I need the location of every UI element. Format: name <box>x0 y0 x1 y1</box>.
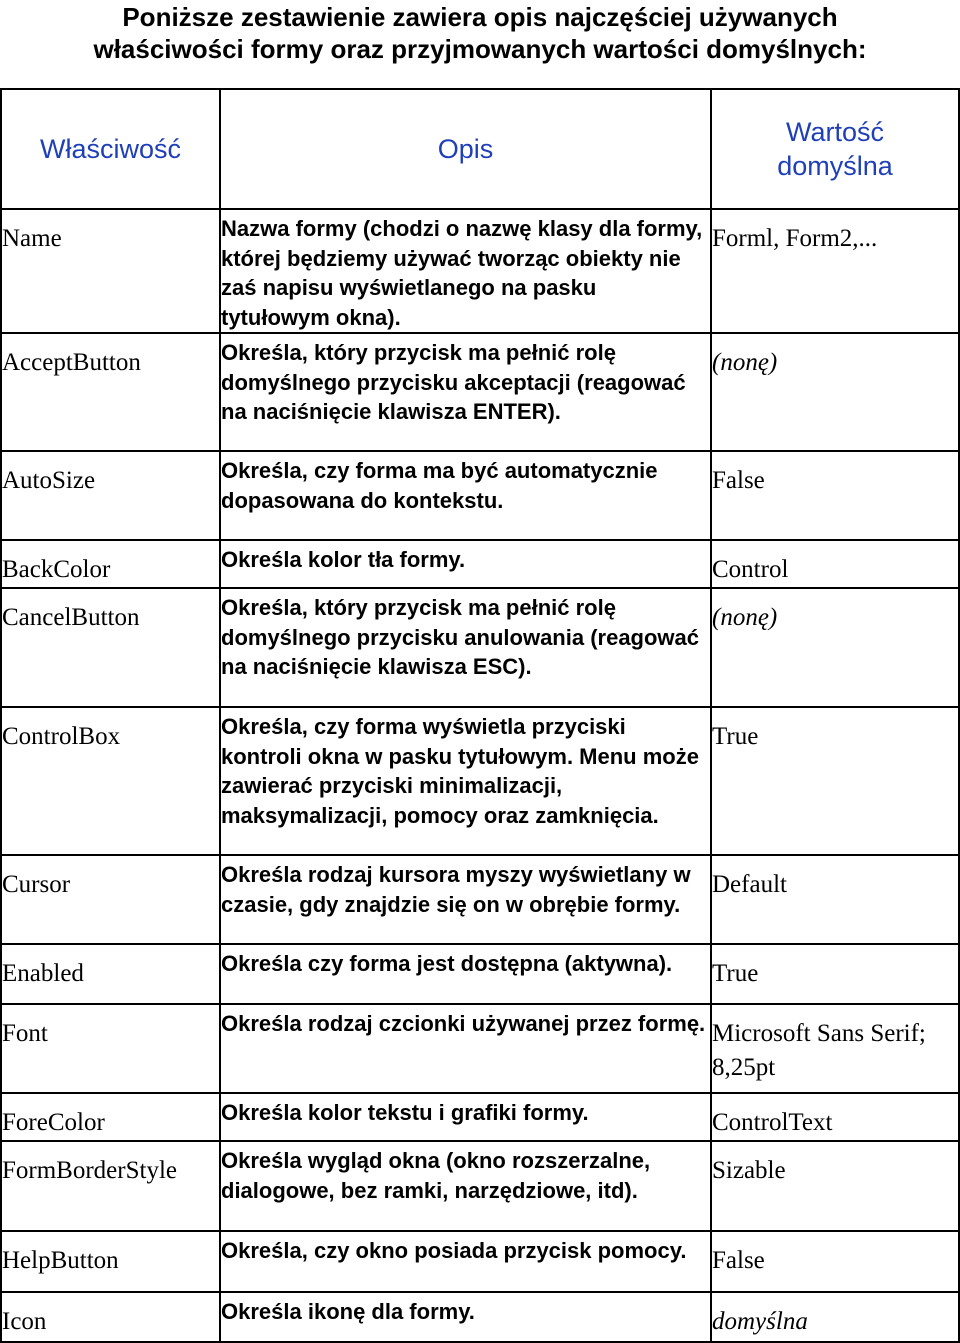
table-row <box>1 333 959 451</box>
default-value: True <box>712 723 759 750</box>
description-text: Określa rodzaj kursora myszy wyświetlany w czasie, gdy znajdzie się on w obrębie formy. <box>221 862 691 917</box>
default-value-cell <box>711 1004 959 1093</box>
header-default: Wartość domyślna <box>711 89 959 209</box>
table-row <box>1 1093 959 1141</box>
default-value: Sizable <box>712 1157 786 1184</box>
default-value-cell <box>711 209 959 333</box>
default-value-cell <box>711 1231 959 1292</box>
property-name: Icon <box>2 1308 47 1335</box>
property-name: FormBorderStyle <box>2 1157 177 1184</box>
property-name: AutoSize <box>2 467 96 494</box>
default-value: Forml, Form2,... <box>712 225 878 252</box>
table-row <box>1 1231 959 1292</box>
default-value-cell <box>711 944 959 1004</box>
description-text: Określa, który przycisk ma pełnić rolę domyślnego przycisku anulowania (reagować na naciśnięcie klawisza ESC). <box>221 595 700 679</box>
default-value: False <box>712 467 765 494</box>
default-value: Control <box>712 556 789 583</box>
table-row <box>1 1292 959 1342</box>
property-cell <box>1 588 220 707</box>
property-cell <box>1 540 220 588</box>
description-text: Określa, który przycisk ma pełnić rolę domyślnego przycisku akceptacji (reagować na naciśnięcie klawisza ENTER). <box>221 340 686 424</box>
table-row <box>1 944 959 1004</box>
description-cell <box>220 451 711 540</box>
description-cell <box>220 1231 711 1292</box>
table-row <box>1 707 959 855</box>
property-cell <box>1 1231 220 1292</box>
table-header-row <box>1 89 959 209</box>
property-name: ForeColor <box>2 1109 105 1136</box>
description-cell <box>220 333 711 451</box>
description-cell <box>220 707 711 855</box>
property-cell <box>1 209 220 333</box>
default-value-cell <box>711 855 959 944</box>
description-cell <box>220 944 711 1004</box>
property-cell <box>1 1093 220 1141</box>
description-text: Określa, czy forma wyświetla przyciski kontroli okna w pasku tytułowym. Menu może zawierać przyciski minimalizacji, maksymalizacji, pomocy oraz zamknięcia. <box>221 714 699 828</box>
description-cell <box>220 855 711 944</box>
default-value-cell <box>711 1093 959 1141</box>
default-value-cell <box>711 1292 959 1342</box>
property-name: CancelButton <box>2 604 140 631</box>
property-cell <box>1 451 220 540</box>
default-value: True <box>712 960 759 987</box>
description-cell <box>220 1292 711 1342</box>
property-cell <box>1 855 220 944</box>
page-title <box>0 0 960 65</box>
header-property: Właściwość <box>1 89 220 209</box>
table-row <box>1 540 959 588</box>
table-row <box>1 209 959 333</box>
property-name: Name <box>2 225 62 252</box>
default-value: Microsoft Sans Serif; 8,25pt <box>712 1020 926 1081</box>
table-row <box>1 1004 959 1093</box>
property-name: HelpButton <box>2 1247 119 1274</box>
property-name: BackColor <box>2 556 111 583</box>
description-cell <box>220 1093 711 1141</box>
description-cell <box>220 588 711 707</box>
description-cell <box>220 1141 711 1231</box>
table-row <box>1 451 959 540</box>
property-cell <box>1 1004 220 1093</box>
property-name: Font <box>2 1020 48 1047</box>
property-name: ControlBox <box>2 723 121 750</box>
title-line-2: właściwości formy oraz przyjmowanych wartości domyślnych: <box>93 34 867 64</box>
table-row <box>1 1141 959 1231</box>
property-cell <box>1 1292 220 1342</box>
description-text: Określa, czy forma ma być automatycznie dopasowana do kontekstu. <box>221 458 658 513</box>
property-cell <box>1 707 220 855</box>
table-row <box>1 588 959 707</box>
default-value-cell <box>711 588 959 707</box>
description-text: Określa ikonę dla formy. <box>221 1299 475 1324</box>
properties-table <box>0 88 960 1343</box>
description-text: Określa kolor tekstu i grafiki formy. <box>221 1100 589 1125</box>
property-cell <box>1 944 220 1004</box>
default-value-cell <box>711 451 959 540</box>
description-cell <box>220 540 711 588</box>
default-value-cell <box>711 540 959 588</box>
description-text: Określa wygląd okna (okno rozszerzalne, dialogowe, bez ramki, narzędziowe, itd). <box>221 1148 651 1203</box>
default-value-cell <box>711 333 959 451</box>
description-text: Określa czy forma jest dostępna (aktywna). <box>221 951 673 976</box>
property-cell <box>1 333 220 451</box>
default-value: ControlText <box>712 1109 833 1136</box>
description-text: Określa, czy okno posiada przycisk pomocy. <box>221 1238 687 1263</box>
default-value: Default <box>712 871 787 898</box>
property-cell <box>1 1141 220 1231</box>
default-value: (nonę) <box>712 604 778 631</box>
property-name: AcceptButton <box>2 349 141 376</box>
header-description: Opis <box>220 89 711 209</box>
description-cell <box>220 209 711 333</box>
description-text: Nazwa formy (chodzi o nazwę klasy dla formy, której będziemy używać tworząc obiekty nie zaś napisu wyświetlanego na pasku tytułowym okna). <box>221 216 703 330</box>
default-value: domyślna <box>712 1308 808 1335</box>
description-cell <box>220 1004 711 1093</box>
property-name: Cursor <box>2 871 71 898</box>
default-value-cell <box>711 707 959 855</box>
description-text: Określa kolor tła formy. <box>221 547 466 572</box>
default-value: False <box>712 1247 765 1274</box>
description-text: Określa rodzaj czcionki używanej przez formę. <box>221 1011 706 1036</box>
property-name: Enabled <box>2 960 84 987</box>
default-value-cell <box>711 1141 959 1231</box>
table-row <box>1 855 959 944</box>
default-value: (nonę) <box>712 349 778 376</box>
title-line-1: Poniższe zestawienie zawiera opis najczęściej używanych <box>122 2 838 32</box>
